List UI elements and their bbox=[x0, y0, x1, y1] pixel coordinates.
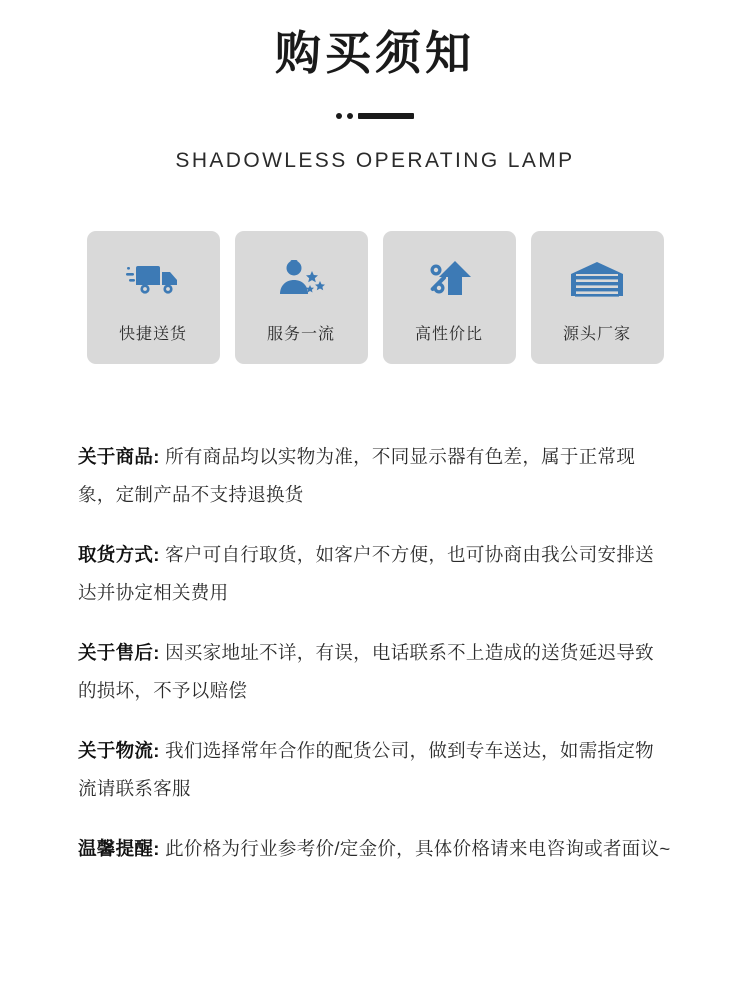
feature-card bbox=[87, 231, 220, 364]
notes-list bbox=[78, 438, 672, 868]
divider-dot-icon bbox=[347, 113, 353, 119]
feature-label: 高性价比 bbox=[414, 326, 483, 344]
page-title: 购买须知 bbox=[275, 27, 475, 79]
note-label: 温馨提醒: bbox=[78, 838, 160, 860]
note-item bbox=[78, 536, 672, 612]
note-item bbox=[78, 634, 672, 710]
feature-label: 服务一流 bbox=[266, 326, 335, 344]
note-item bbox=[78, 438, 672, 514]
feature-card-list bbox=[0, 231, 750, 364]
divider-bar-icon bbox=[358, 113, 414, 119]
title-divider bbox=[325, 111, 425, 121]
feature-card bbox=[531, 231, 664, 364]
factory-warehouse-icon bbox=[569, 251, 625, 307]
note-item bbox=[78, 830, 672, 868]
service-agent-stars-icon bbox=[274, 251, 328, 307]
percent-up-arrow-icon bbox=[425, 251, 473, 307]
note-label: 关于物流: bbox=[78, 740, 160, 762]
feature-card bbox=[383, 231, 516, 364]
header bbox=[0, 0, 750, 173]
delivery-truck-icon bbox=[126, 251, 180, 307]
feature-card bbox=[235, 231, 368, 364]
page-subtitle: SHADOWLESS OPERATING LAMP bbox=[175, 149, 575, 173]
note-label: 取货方式: bbox=[78, 544, 160, 566]
note-text: 客户可自行取货，如客户不方便，也可协商由我公司安排送达并协定相关费用 bbox=[78, 544, 654, 604]
note-text: 所有商品均以实物为准，不同显示器有色差，属于正常现象，定制产品不支持退换货 bbox=[78, 446, 636, 506]
note-text: 此价格为行业参考价/定金价，具体价格请来电咨询或者面议~ bbox=[165, 838, 671, 860]
feature-label: 快捷送货 bbox=[118, 326, 187, 344]
note-text: 因买家地址不详，有误，电话联系不上造成的送货延迟导致的损坏，不予以赔偿 bbox=[78, 642, 654, 702]
note-text: 我们选择常年合作的配货公司，做到专车送达，如需指定物流请联系客服 bbox=[78, 740, 654, 800]
feature-label: 源头厂家 bbox=[562, 326, 631, 344]
divider-dot-icon bbox=[336, 113, 342, 119]
note-item bbox=[78, 732, 672, 808]
note-label: 关于商品: bbox=[78, 446, 160, 468]
note-label: 关于售后: bbox=[78, 642, 160, 664]
